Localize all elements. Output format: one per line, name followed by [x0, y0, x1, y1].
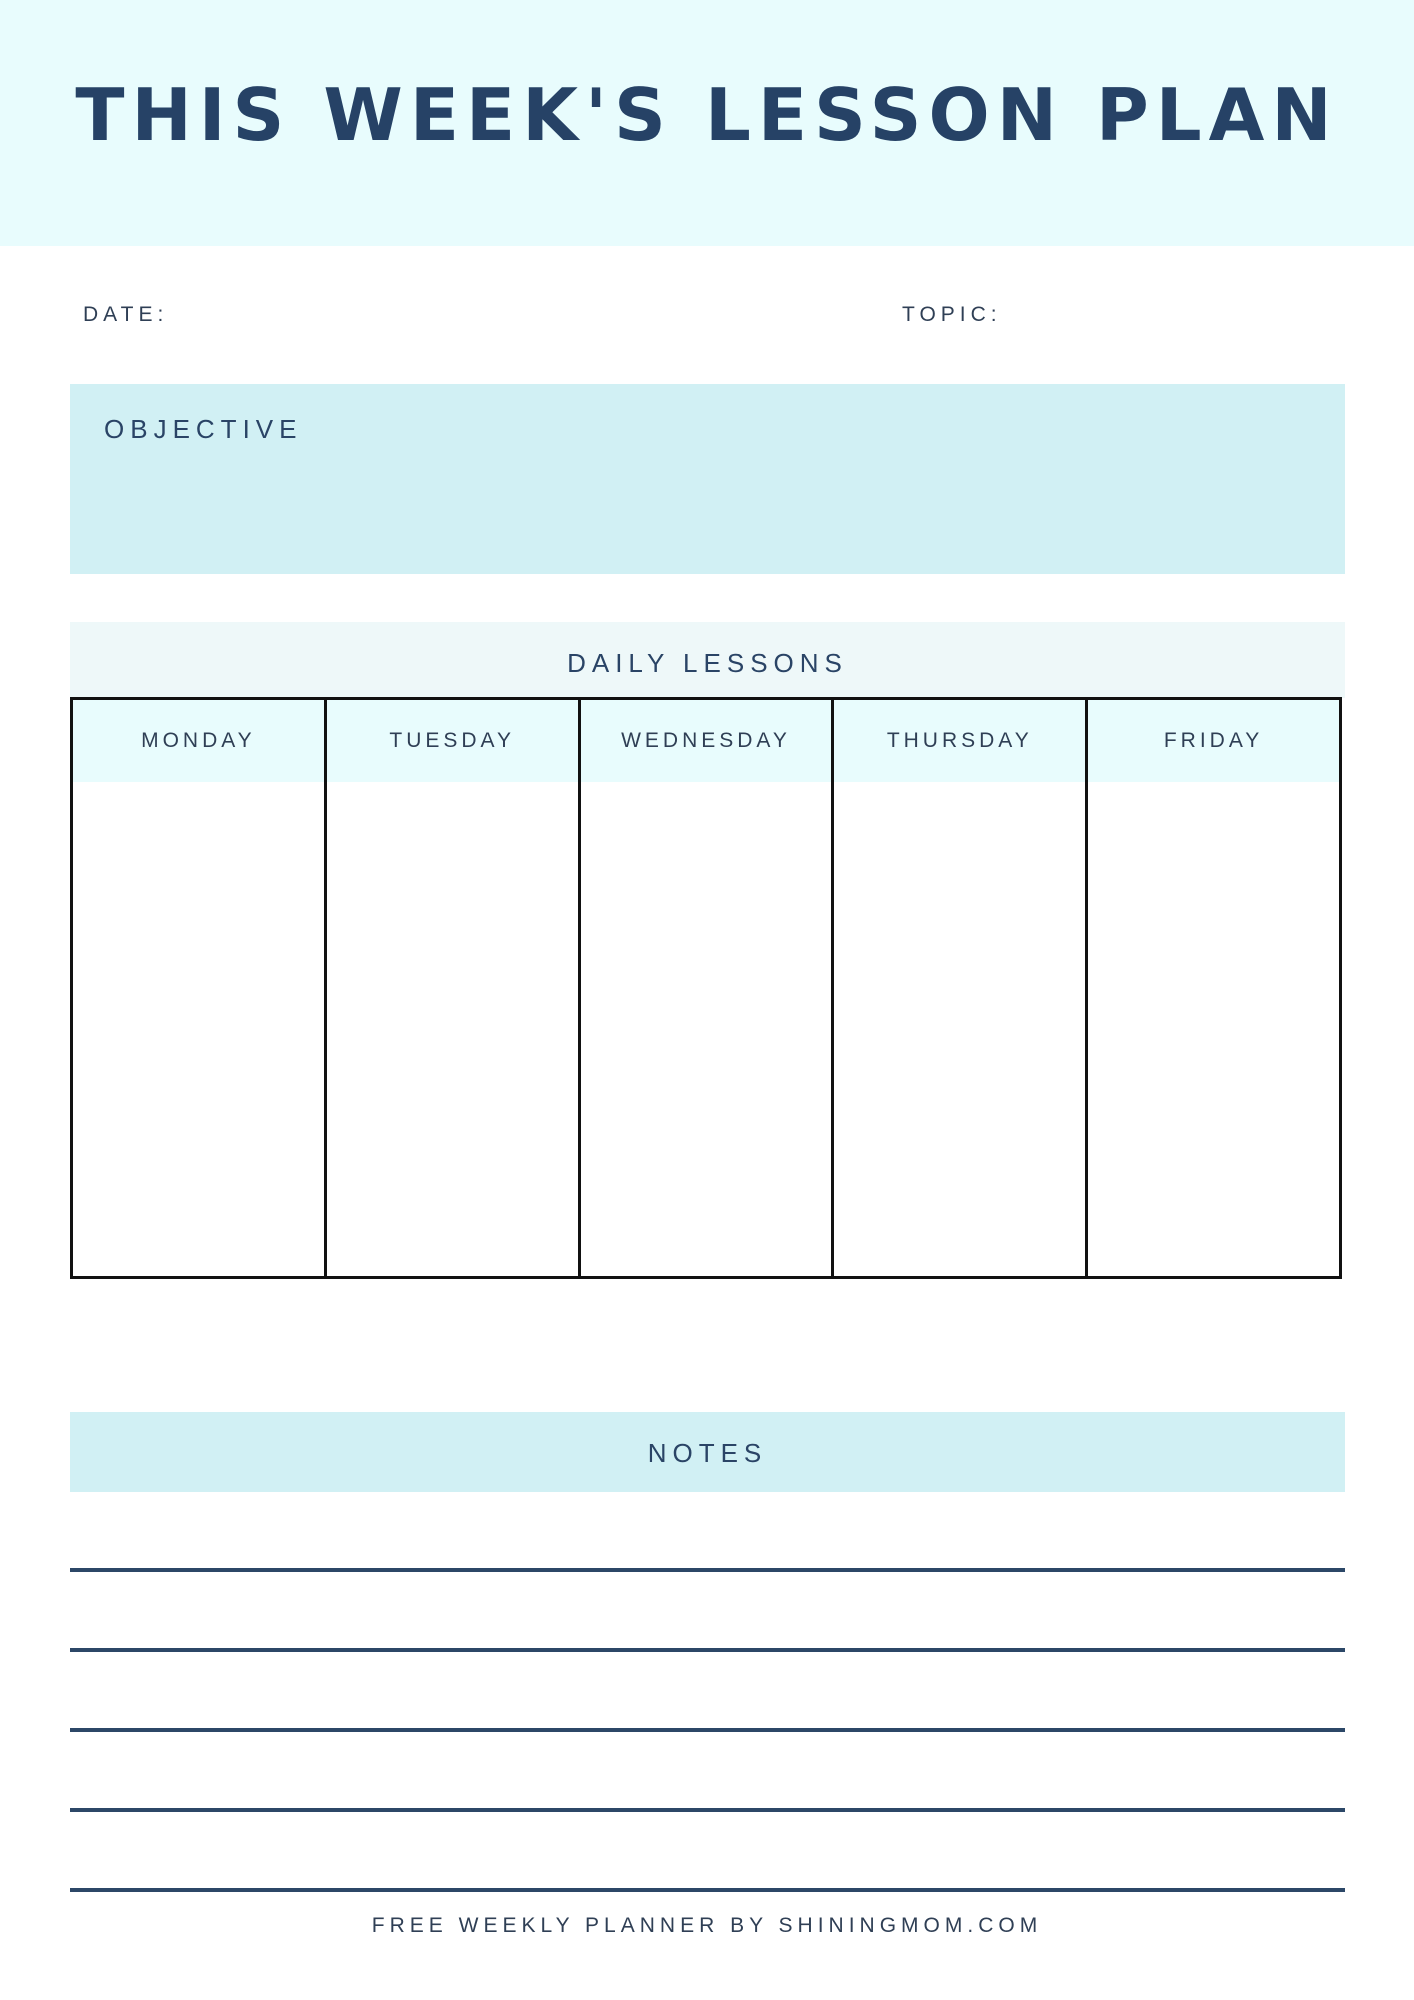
note-line-5	[70, 1888, 1345, 1892]
notes-label: NOTES	[647, 1438, 768, 1468]
day-heading-wednesday: WEDNESDAY	[581, 700, 832, 782]
daily-lessons-table	[70, 697, 1342, 1279]
objective-box	[70, 384, 1345, 574]
note-line-2	[70, 1648, 1345, 1652]
day-column-wednesday	[581, 700, 835, 1276]
notes-header	[70, 1412, 1345, 1492]
footer-credit: FREE WEEKLY PLANNER BY SHININGMOM.COM	[371, 1914, 1043, 1937]
day-heading-tuesday: TUESDAY	[327, 700, 578, 782]
day-heading-thursday: THURSDAY	[834, 700, 1085, 782]
objective-label: OBJECTIVE	[104, 414, 303, 444]
day-heading-friday: FRIDAY	[1088, 700, 1339, 782]
day-column-monday	[73, 700, 327, 1276]
note-line-4	[70, 1808, 1345, 1812]
page-title: THIS WEEK'S LESSON PLAN	[75, 73, 1339, 157]
day-column-friday	[1088, 700, 1339, 1276]
note-line-1	[70, 1568, 1345, 1572]
day-column-tuesday	[327, 700, 581, 1276]
note-line-3	[70, 1728, 1345, 1732]
date-label: DATE:	[83, 303, 169, 326]
day-heading-monday: MONDAY	[73, 700, 324, 782]
day-column-thursday	[834, 700, 1088, 1276]
topic-label: TOPIC:	[902, 303, 1002, 326]
daily-lessons-label: DAILY LESSONS	[567, 648, 848, 678]
daily-lessons-header	[70, 622, 1345, 698]
